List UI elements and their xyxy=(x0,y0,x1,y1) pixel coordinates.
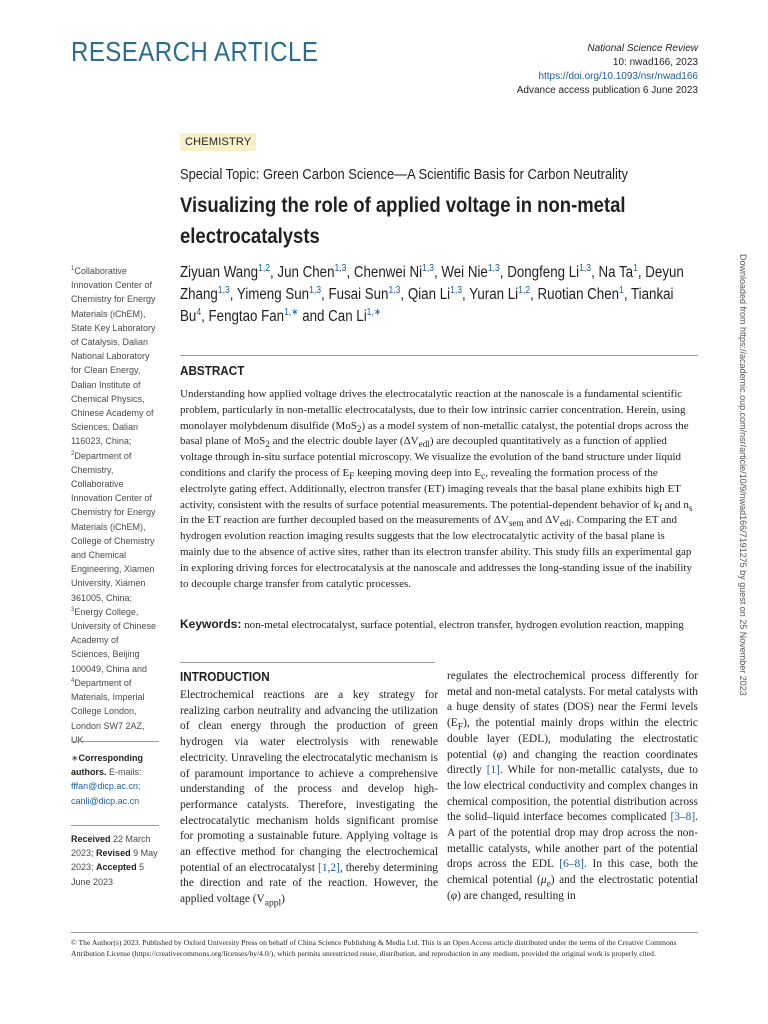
received-date: 22 March 2023; xyxy=(71,834,151,859)
author-name: Jun Chen$^{1,3}$ xyxy=(277,262,347,281)
author-affiliation-marker: 1,2 xyxy=(258,262,271,274)
author-affiliation-marker: 1,3 xyxy=(334,262,347,274)
author-affiliation-marker: 1,∗ xyxy=(284,306,299,318)
author-affiliation-marker: 4 xyxy=(196,306,202,318)
author-affiliation-marker: 1 xyxy=(619,284,624,296)
author-affiliation-marker: 1,3 xyxy=(309,284,322,296)
keywords-list: non-metal electrocatalyst, surface potential, electron transfer, hydrogen evolution reaction, mapping xyxy=(244,619,684,631)
author-affiliation-marker: 1,3 xyxy=(388,284,401,296)
affiliation-text: Department of Materials, Imperial College London, London SW7 2AZ, UK xyxy=(71,677,145,745)
access-date: Advance access publication 6 June 2023 xyxy=(516,85,698,96)
intro-column-left: Electrochemical reactions are a key strategy for realizing carbon neutrality and advancing the utilization of clean energy through the production of green hydrogen via water electrolysis with renewable electricity. Unraveling the electrocatalytic mechanism is of paramount importance to achieve a comprehensive understanding of the process and develop high-performance catalysts. Therefore, investigating the electrocatalytic mechanism holds significant promise for promoting a sustainable future. Applying voltage is an effective method for changing the electrochemical potential of an electrocatalyst [1,2], thereby determining the direction and rate of the reaction. However, the applied voltage $(V_{appl})$ xyxy=(180,689,438,909)
author-name: Na Ta$^1$ xyxy=(598,262,638,281)
author-name: Ziyuan Wang$^{1,2}$ xyxy=(180,262,271,281)
article-type-label: RESEARCH ARTICLE xyxy=(71,36,319,67)
corresponding-authors xyxy=(71,751,159,808)
author-name: Tiankai Bu$^4$ xyxy=(180,286,674,325)
author-affiliation-marker: 1,3 xyxy=(450,284,463,296)
citation-link[interactable]: [6–8] xyxy=(559,858,584,871)
affiliation-text: Department of Chemistry, Collaborative Innovation Center of Chemistry for Energy Materials (iChEM), College of Chemistry and Chemical Engineering, Xiamen University, Xiamen 361005, China; xyxy=(71,450,156,603)
corresponding-star: ∗ xyxy=(71,753,79,763)
author-name: Can $Li^{1,∗}$ xyxy=(328,306,382,325)
author-name: Ruotian Chen$^1$ xyxy=(537,284,624,303)
intro-column-right: regulates the electrochemical process differently for metal and non-metal catalysts. For metal catalysts with a huge density of states (DOS) near the Fermi levels $(E_F)$, the potential mainly drops within the electric double layer (EDL), modulating the electrostatic potential (φ) and changing the reaction coordinates directly [1]. While for non-metallic catalysts, due to the low electrical conductivity and complex changes in chemical composition, the potential distribution across the solid–liquid interface becomes complicated [3–8]. A part of the potential drop may drop across the non-metallic catalysts, while another part of the potential drops across the EDL [6–8]. In this case, both the chemical potential $(\mu_e)$ and the electrostatic potential (φ) are changed, resulting in xyxy=(447,670,698,902)
divider xyxy=(180,662,435,663)
author-list: Ziyuan Wang$^{1,2}$, Jun Chen$^{1,3}$, Chenwei Ni$^{1,3}$, Wei Nie$^{1,3}$, Dongfeng Li$^{1,3}$, Na Ta$^1$, Deyun Zhang$^{1,3}$, Yimeng Sun$^{1,3}$, Fusai Sun$^{1,3}$, Qian Li$^{1,3}$, Yuran Li$^{1,2}$, Ruotian Chen$^1$, Tiankai Bu$^4$, Fengtao Fan$^{1,∗}$ and Can $Li^{1,∗}$ xyxy=(180,262,684,325)
affiliation-number: 4 xyxy=(71,677,75,684)
affiliation-number: 1 xyxy=(71,266,75,272)
article-dates xyxy=(71,832,159,889)
author-name: Chenwei Ni$^{1,3}$ xyxy=(353,262,434,281)
author-name: Qian Li$^{1,3}$ xyxy=(407,284,463,303)
article-title: Visualizing the role of applied voltage in non-metal electrocatalysts xyxy=(180,193,626,248)
keywords xyxy=(180,617,698,634)
author-affiliation-marker: 1,2 xyxy=(518,284,531,296)
accepted-label: Accepted xyxy=(96,862,137,873)
author-affiliation-marker: 1 xyxy=(633,262,638,274)
author-name: Yimeng Sun$^{1,3}$ xyxy=(236,284,322,303)
keywords-label: Keywords: xyxy=(180,617,242,631)
journal-name: National Science Review xyxy=(587,43,698,54)
email-link-fffan[interactable]: fffan@dicp.ac.cn; xyxy=(71,781,141,792)
author-affiliation-marker: 1,3 xyxy=(217,284,230,296)
author-name: Yuran Li$^{1,2}$ xyxy=(469,284,531,303)
abstract-heading: ABSTRACT xyxy=(180,363,245,378)
affiliation-text: Energy College, University of Chinese Academy of Sciences, Beijing 100049, China and xyxy=(71,606,157,674)
received-label: Received xyxy=(71,834,111,844)
license-footer: © The Author(s) 2023. Published by Oxford University Press on behalf of China Science Publishing & Media Ltd. This is an Open Access article distributed under the terms of the Creative Commons Attribution License (https://creativecommons.org/licenses/by/4.0/), which permits unrestricted reuse, distribution, and reproduction in any medium, provided the original work is properly cited. xyxy=(71,938,677,958)
divider xyxy=(180,355,698,356)
author-name: Wei Nie$^{1,3}$ xyxy=(441,262,500,281)
doi-link[interactable]: https://doi.org/10.1093/nsr/nwad166 xyxy=(538,71,698,82)
author-affiliation-marker: 1,3 xyxy=(487,262,500,274)
citation-link[interactable]: [3–8] xyxy=(670,811,696,824)
intro-heading: INTRODUCTION xyxy=(180,669,270,684)
divider xyxy=(71,741,159,742)
author-affiliation-marker: 1,3 xyxy=(579,262,592,274)
divider xyxy=(71,932,698,933)
accepted-date: 5 June 2023 xyxy=(71,862,145,887)
download-note: Downloaded from https://academic.oup.com/nsr/article/10/9/nwad166/7191275 by guest on 25 November 2023 xyxy=(738,254,748,696)
revised-label: Revised xyxy=(96,848,131,859)
section-tag: CHEMISTRY xyxy=(180,133,256,151)
author-affiliation-marker: 1,∗ xyxy=(366,306,382,318)
author-affiliation-marker: 1,3 xyxy=(422,262,434,274)
author-name: Dongfeng Li$^{1,3}$ xyxy=(507,262,592,281)
journal-volume: 10: nwad166, 2023 xyxy=(612,57,698,68)
revised-date: 9 May 2023; xyxy=(71,848,158,873)
citation-link[interactable]: [1] xyxy=(486,764,500,777)
affiliation-number: 2 xyxy=(71,450,75,457)
author-name: Deyun Zhang$^{1,3}$ xyxy=(180,264,684,303)
email-link-canli[interactable]: canli@dicp.ac.cn xyxy=(71,795,140,806)
affiliations xyxy=(71,264,159,747)
abstract-body: Understanding how applied voltage drives the electrocatalytic reaction at the nanoscale is a fundamental scientific problem, particularly in non-metallic electrocatalysts, due to their low intrinsic carrier concentration. Herein, using monolayer molybdenum disulfide (MoS$_2$) as a model system of non-metallic catalyst, the potential drops across the basal plane of MoS$_2$ and the electric double layer $(\Delta V_{edl})$ are decoupled quantitatively as a function of applied voltage through in-situ surface potential microscopy. We visualize the evolution of the band structure under liquid conditions and clarify the process of $E_F$ keeping moving deep into $E_c$, revealing the formation process of the electrolyte gating effect. Additionally, electron transfer (ET) imaging reveals that the basal plane exhibits high ET activity, consistent with the results of surface potential measurements. The potential-dependent behavior of $k_f$ and $n_s$ in the ET reaction are further decoupled based on the measurements of $\Delta V_{sem}$ and $\Delta V_{edl}$. Comparing the ET and hydrogen evolution reaction imaging results suggests that the low electrocatalytic activity of the basal plane is mainly due to the absence of active sites, rather than its electron transfer ability. This study fills an experimental gap in exploring driving forces for electrocatalysis at the nanoscale and addresses the long-standing issue of the inability to decouple charge transfer from catalytic processes. xyxy=(180,388,693,590)
special-topic: Special Topic: Green Carbon Science—A Scientific Basis for Carbon Neutrality xyxy=(180,166,628,183)
affiliation-text: Collaborative Innovation Center of Chemistry for Energy Materials (iChEM), State Key Laboratory of Catalysis, Dalian National Laboratory for Clean Energy, Dalian Institute of Chemical Physics, Chinese Academy of Sciences, Dalian 116023, China; xyxy=(71,266,156,447)
journal-meta xyxy=(517,42,698,98)
citation-link[interactable]: [1,2] xyxy=(318,861,340,874)
emails-label: E-mails: xyxy=(109,767,142,778)
divider xyxy=(71,825,159,826)
corresponding-label: Corresponding authors. xyxy=(71,753,144,778)
affiliation-number: 3 xyxy=(71,606,75,613)
author-name: Fusai Sun$^{1,3}$ xyxy=(328,284,401,303)
author-name: Fengtao Fan$^{1,∗}$ xyxy=(208,306,299,325)
